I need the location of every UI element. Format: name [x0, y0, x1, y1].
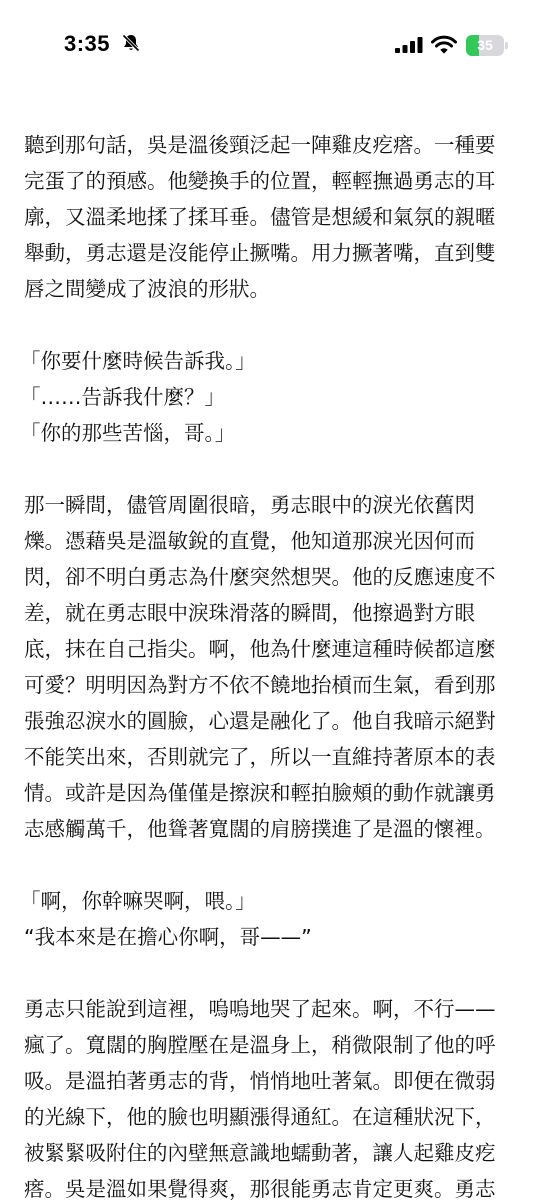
text-line: 張強忍淚水的圓臉，心還是融化了。他自我暗示絕對	[24, 709, 496, 733]
text-line: 可愛？明明因為對方不依不饒地抬槓而生氣，看到那	[24, 673, 496, 697]
text-line: 勇志只能說到這裡，嗚嗚地哭了起來。啊，不行——	[24, 997, 496, 1021]
text-line: 不能笑出來，否則就完了，所以一直維持著原本的表	[24, 745, 496, 769]
dialogue-line: 「你的那些苦惱，哥。」	[20, 421, 236, 445]
dialogue-line: 「你要什麼時候告訴我。」	[20, 349, 256, 373]
dialogue-line: 「……告訴我什麼？」	[20, 385, 225, 409]
cellular-signal-icon	[395, 37, 423, 53]
battery-percentage: 35	[477, 37, 493, 53]
text-line: 瘋了。寬闊的胸膛壓在是溫身上，稍微限制了他的呼	[24, 1033, 496, 1057]
text-line: 瘩。吳是溫如果覺得爽，那很能勇志肯定更爽。勇志	[24, 1177, 496, 1200]
text-line: 吸。是溫拍著勇志的背，悄悄地吐著氣。即便在微弱	[24, 1069, 496, 1093]
text-line: 閃，卻不明白勇志為什麼突然想哭。他的反應速度不	[24, 565, 496, 589]
text-line: 舉動，勇志還是沒能停止撅嘴。用力撅著嘴，直到雙	[24, 241, 496, 265]
wifi-icon	[431, 35, 457, 54]
text-line: 情。或許是因為僅僅是擦淚和輕拍臉頰的動作就讓勇	[24, 781, 496, 805]
status-bar	[0, 0, 552, 92]
status-time: 3:35	[64, 31, 111, 56]
text-line: 被緊緊吸附住的內壁無意識地蠕動著，讓人起雞皮疙	[24, 1141, 496, 1165]
text-line: 差，就在勇志眼中淚珠滑落的瞬間，他擦過對方眼	[24, 601, 475, 625]
battery-body	[466, 35, 504, 56]
text-line: 的光線下，他的臉也明顯漲得通紅。在這種狀況下，	[24, 1105, 496, 1129]
battery-icon	[466, 35, 508, 56]
text-line: 底，抹在自己指尖。啊，他為什麼連這種時候都這麼	[24, 637, 496, 661]
text-line: 唇之間變成了波浪的形狀。	[24, 277, 270, 301]
dialogue-line: “我本來是在擔心你啊，哥——”	[24, 925, 312, 949]
bell-slash-icon	[121, 33, 141, 53]
text-line: 那一瞬間，儘管周圍很暗，勇志眼中的淚光依舊閃	[24, 493, 475, 517]
text-line: 聽到那句話，吳是溫後頸泛起一陣雞皮疙瘩。一種要	[24, 133, 496, 157]
text-line: 廓，又溫柔地揉了揉耳垂。儘管是想緩和氣氛的親暱	[24, 205, 496, 229]
text-line: 爍。憑藉吳是溫敏銳的直覺，他知道那淚光因何而	[24, 529, 475, 553]
text-line: 志感觸萬千，他聳著寬闊的肩膀撲進了是溫的懷裡。	[24, 817, 496, 841]
text-line: 完蛋了的預感。他變換手的位置，輕輕撫過勇志的耳	[24, 169, 496, 193]
dialogue-line: 「啊，你幹嘛哭啊，喂。」	[20, 889, 256, 913]
battery-cap	[505, 42, 508, 49]
